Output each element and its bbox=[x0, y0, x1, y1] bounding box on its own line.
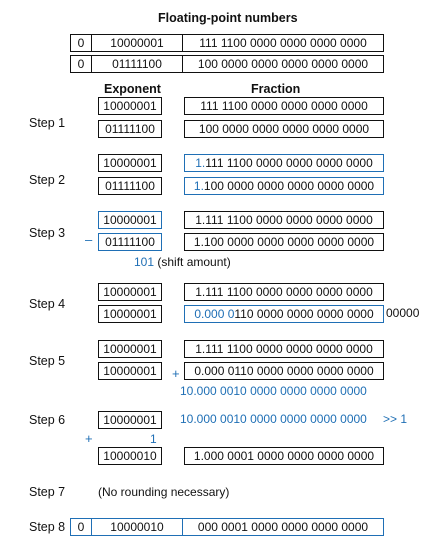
step-5-fraction-a: 1.111 1100 0000 0000 0000 0000 bbox=[184, 340, 384, 358]
step-7-note: (No rounding necessary) bbox=[98, 485, 230, 499]
step-2-exponent-b: 01111100 bbox=[98, 177, 162, 195]
step-1-fraction-b: 100 0000 0000 0000 0000 0000 bbox=[184, 120, 384, 138]
step-5-fraction-b: 0.000 0110 0000 0000 0000 0000 bbox=[184, 362, 384, 380]
step-4-fraction-b-rest: 110 0000 0000 0000 0000 bbox=[234, 307, 374, 321]
shift-amount bbox=[134, 255, 231, 269]
result-fraction: 000 0001 0000 0000 0000 0000 bbox=[182, 518, 384, 536]
number-a-sign: 0 bbox=[70, 34, 92, 52]
step-3-fraction-b: 1.100 0000 0000 0000 0000 0000 bbox=[184, 233, 384, 251]
result-exponent: 10000010 bbox=[91, 518, 183, 536]
step-5-exponent-b: 10000001 bbox=[98, 362, 162, 380]
step-4-label: Step 4 bbox=[29, 297, 66, 311]
step-1-fraction-a: 111 1100 0000 0000 0000 0000 bbox=[184, 97, 384, 115]
step-2-fraction-b bbox=[184, 177, 384, 195]
step-5-sum: 10.000 0010 0000 0000 0000 0000 bbox=[180, 384, 367, 398]
step-1-label: Step 1 bbox=[29, 116, 66, 130]
shift-amount-value: 101 bbox=[134, 255, 155, 269]
step-6-exponent-b: 10000010 bbox=[98, 447, 162, 465]
step-3-exponent-a: 10000001 bbox=[98, 211, 162, 229]
result-sign: 0 bbox=[70, 518, 92, 536]
increment-value: 1 bbox=[150, 432, 157, 446]
step-2-fraction-a bbox=[184, 154, 384, 172]
step-6-fraction-b: 1.000 0001 0000 0000 0000 0000 bbox=[184, 447, 384, 465]
hidden-bit-b: 1. bbox=[193, 179, 204, 193]
shift-amount-label: (shift amount) bbox=[157, 255, 231, 269]
step-2-fraction-a-rest: 111 1100 0000 0000 0000 0000 bbox=[205, 156, 373, 170]
number-b-fraction: 100 0000 0000 0000 0000 0000 bbox=[182, 55, 384, 73]
shifted-zeros: 0.000 0 bbox=[194, 307, 235, 321]
step-4-exponent-a: 10000001 bbox=[98, 283, 162, 301]
step-2-fraction-b-rest: 100 0000 0000 0000 0000 0000 bbox=[203, 179, 375, 193]
fraction-header: Fraction bbox=[251, 82, 301, 96]
step-2-exponent-a: 10000001 bbox=[98, 154, 162, 172]
number-b-exponent: 01111100 bbox=[91, 55, 183, 73]
step-4-fraction-b bbox=[184, 305, 384, 323]
step-4-exponent-b: 10000001 bbox=[98, 305, 162, 323]
exponent-header: Exponent bbox=[104, 82, 161, 96]
number-a-fraction: 111 1100 0000 0000 0000 0000 bbox=[182, 34, 384, 52]
step-6-sum: 10.000 0010 0000 0000 0000 0000 bbox=[180, 412, 367, 426]
step-1-exponent-a: 10000001 bbox=[98, 97, 162, 115]
step-3-fraction-a: 1.111 1100 0000 0000 0000 0000 bbox=[184, 211, 384, 229]
shifted-out-bits: 00000 bbox=[386, 306, 420, 320]
step-3-exponent-b: 01111100 bbox=[98, 233, 162, 251]
right-shift: >> 1 bbox=[383, 412, 408, 426]
step-6-label: Step 6 bbox=[29, 413, 66, 427]
step-7-label: Step 7 bbox=[29, 485, 66, 499]
step-5-label: Step 5 bbox=[29, 354, 66, 368]
step-1-exponent-b: 01111100 bbox=[98, 120, 162, 138]
increment-operator: + bbox=[85, 431, 93, 446]
number-a-exponent: 10000001 bbox=[91, 34, 183, 52]
step-4-fraction-a: 1.111 1100 0000 0000 0000 0000 bbox=[184, 283, 384, 301]
step-8-label: Step 8 bbox=[29, 520, 66, 534]
hidden-bit-a: 1. bbox=[195, 156, 206, 170]
step-5-exponent-a: 10000001 bbox=[98, 340, 162, 358]
subtract-operator: – bbox=[85, 232, 93, 247]
add-operator: + bbox=[172, 366, 180, 381]
diagram-title: Floating-point numbers bbox=[158, 11, 298, 25]
step-3-label: Step 3 bbox=[29, 226, 66, 240]
step-6-exponent-a: 10000001 bbox=[98, 411, 162, 429]
step-2-label: Step 2 bbox=[29, 173, 66, 187]
number-b-sign: 0 bbox=[70, 55, 92, 73]
